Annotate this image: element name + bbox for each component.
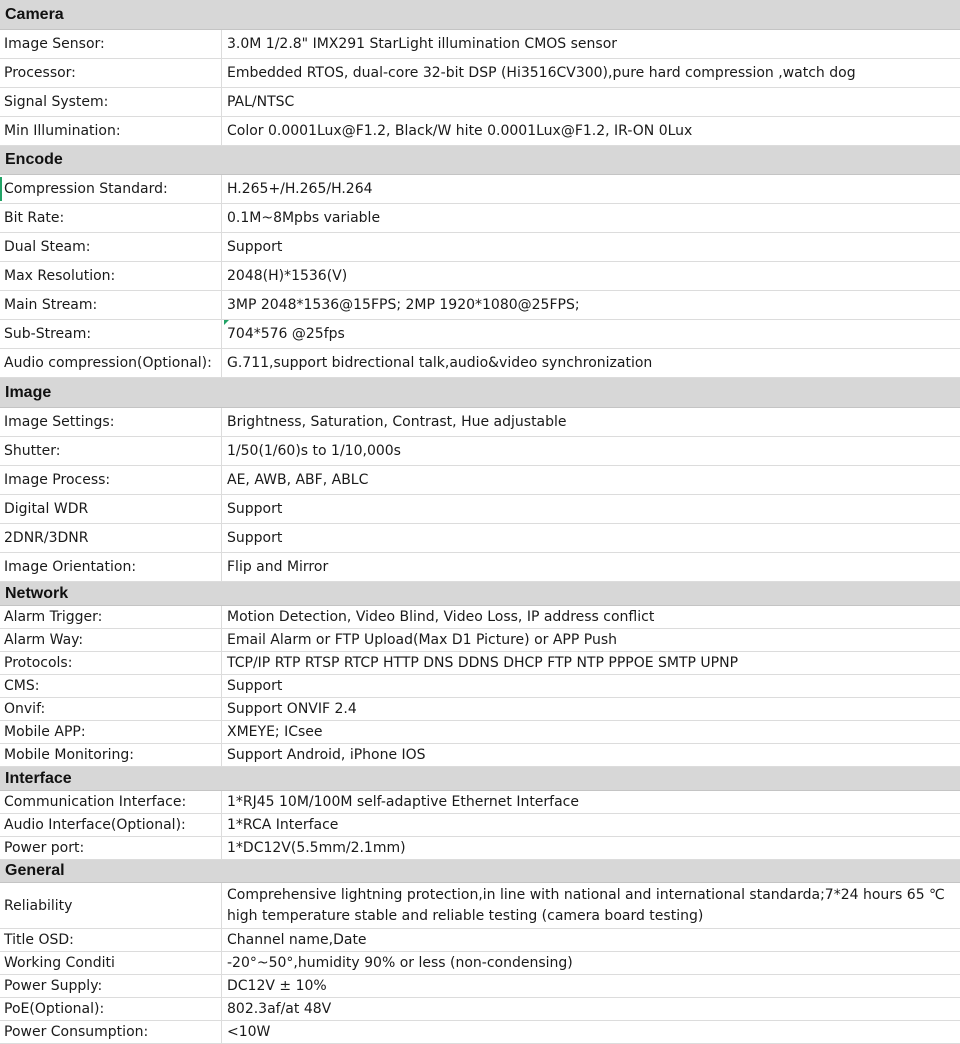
spec-label: Sub-Stream: (0, 320, 222, 348)
spec-value: Motion Detection, Video Blind, Video Loss, IP address conflict (227, 609, 655, 625)
spec-row (0, 698, 960, 721)
spec-label: Compression Standard: (0, 175, 222, 203)
spec-value: Support (227, 678, 283, 694)
spec-label: Audio compression(Optional): (0, 349, 222, 377)
spec-label: Dual Steam: (0, 233, 222, 261)
spec-label: Max Resolution: (0, 262, 222, 290)
spec-row (0, 929, 960, 952)
spec-value: Support (227, 501, 283, 517)
spec-row (0, 466, 960, 495)
spec-value: G.711,support bidrectional talk,audio&video synchronization (227, 355, 653, 371)
spec-row (0, 652, 960, 675)
spec-value: 3.0M 1/2.8" IMX291 StarLight illumination CMOS sensor (227, 36, 618, 52)
spec-value: 1*DC12V(5.5mm/2.1mm) (227, 840, 406, 856)
spec-row (0, 744, 960, 767)
spec-value: Support ONVIF 2.4 (227, 701, 357, 717)
spec-row (0, 629, 960, 652)
spec-label: CMS: (0, 675, 222, 697)
spec-label: Bit Rate: (0, 204, 222, 232)
spec-row (0, 952, 960, 975)
spec-row (0, 262, 960, 291)
spec-value: Support (227, 239, 283, 255)
spec-value: Embedded RTOS, dual-core 32-bit DSP (Hi3516CV300),pure hard compression ,watch dog (227, 65, 856, 81)
spec-value: DC12V ± 10% (227, 978, 327, 994)
spec-value: 1*RJ45 10M/100M self-adaptive Ethernet Interface (227, 794, 579, 810)
spec-row (0, 814, 960, 837)
spec-value: 704*576 @25fps (227, 326, 345, 342)
section-header: General (0, 860, 960, 883)
spec-value: Channel name,Date (227, 932, 367, 948)
spec-label: Image Sensor: (0, 30, 222, 58)
section-interface (0, 767, 960, 860)
spec-value: Support Android, iPhone IOS (227, 747, 426, 763)
section-camera (0, 0, 960, 146)
section-header: Encode (0, 146, 960, 175)
section-general (0, 860, 960, 1044)
spec-value: 2048(H)*1536(V) (227, 268, 348, 284)
spec-value: AE, AWB, ABF, ABLC (227, 472, 369, 488)
spec-row (0, 495, 960, 524)
spec-value: Color 0.0001Lux@F1.2, Black/W hite 0.0001Lux@F1.2, IR-ON 0Lux (227, 123, 693, 139)
spec-label: Mobile APP: (0, 721, 222, 743)
spec-row (0, 675, 960, 698)
spec-label: Power Supply: (0, 975, 222, 997)
spec-row (0, 437, 960, 466)
spec-label: Power port: (0, 837, 222, 859)
spec-value: -20°~50°,humidity 90% or less (non-condensing) (227, 955, 573, 971)
spec-row (0, 1021, 960, 1044)
spec-label: Communication Interface: (0, 791, 222, 813)
spec-label: Alarm Trigger: (0, 606, 222, 628)
section-header: Image (0, 378, 960, 408)
spec-value: <10W (227, 1024, 271, 1040)
spec-value: 1/50(1/60)s to 1/10,000s (227, 443, 401, 459)
spec-row (0, 204, 960, 233)
spec-label: Image Orientation: (0, 553, 222, 581)
spec-row (0, 291, 960, 320)
spec-label: Processor: (0, 59, 222, 87)
spec-value: 0.1M~8Mpbs variable (227, 210, 381, 226)
spec-row (0, 998, 960, 1021)
section-encode (0, 146, 960, 378)
spec-label: Onvif: (0, 698, 222, 720)
spec-value: 802.3af/at 48V (227, 1001, 332, 1017)
spec-value: Flip and Mirror (227, 559, 329, 575)
spec-value: PAL/NTSC (227, 94, 295, 110)
spec-label: Min Illumination: (0, 117, 222, 145)
spec-row (0, 408, 960, 437)
spec-value: H.265+/H.265/H.264 (227, 181, 373, 197)
spec-row (0, 837, 960, 860)
spec-row (0, 88, 960, 117)
spec-label: Title OSD: (0, 929, 222, 951)
section-header: Camera (0, 0, 960, 30)
spec-label: Image Settings: (0, 408, 222, 436)
spec-label: Main Stream: (0, 291, 222, 319)
spec-row (0, 30, 960, 59)
spec-label: Audio Interface(Optional): (0, 814, 222, 836)
section-header: Interface (0, 767, 960, 791)
spec-label: Power Consumption: (0, 1021, 222, 1043)
spec-value: XMEYE; ICsee (227, 724, 323, 740)
spec-value: Brightness, Saturation, Contrast, Hue adjustable (227, 414, 567, 430)
spec-row (0, 883, 960, 929)
spec-label: PoE(Optional): (0, 998, 222, 1020)
spec-label: Working Conditi (0, 952, 222, 974)
spec-value: Email Alarm or FTP Upload(Max D1 Picture) or APP Push (227, 632, 617, 648)
spec-row (0, 233, 960, 262)
spec-label: Shutter: (0, 437, 222, 465)
spec-row (0, 320, 960, 349)
spec-label: Alarm Way: (0, 629, 222, 651)
spec-row (0, 553, 960, 582)
spec-label: Image Process: (0, 466, 222, 494)
spec-row (0, 524, 960, 553)
spec-label: Digital WDR (0, 495, 222, 523)
spec-label: Reliability (0, 883, 222, 928)
section-image (0, 378, 960, 582)
spec-row (0, 349, 960, 378)
section-network (0, 582, 960, 767)
spec-value: TCP/IP RTP RTSP RTCP HTTP DNS DDNS DHCP FTP NTP PPPOE SMTP UPNP (227, 655, 739, 671)
spec-value: 3MP 2048*1536@15FPS; 2MP 1920*1080@25FPS; (227, 297, 580, 313)
spec-label: Mobile Monitoring: (0, 744, 222, 766)
spec-value: Comprehensive lightning protection,in line with national and international standarda;7*24 hours 65 ℃ high temperature stable and reliable testing (camera board testing) (227, 886, 945, 924)
spec-row (0, 175, 960, 204)
section-header: Network (0, 582, 960, 606)
spec-row (0, 59, 960, 88)
spec-value: Support (227, 530, 283, 546)
spec-label: Signal System: (0, 88, 222, 116)
spec-row (0, 117, 960, 146)
spec-value: 1*RCA Interface (227, 817, 339, 833)
spec-row (0, 975, 960, 998)
spec-label: 2DNR/3DNR (0, 524, 222, 552)
spec-label: Protocols: (0, 652, 222, 674)
spec-row (0, 721, 960, 744)
spec-row (0, 791, 960, 814)
spec-row (0, 606, 960, 629)
